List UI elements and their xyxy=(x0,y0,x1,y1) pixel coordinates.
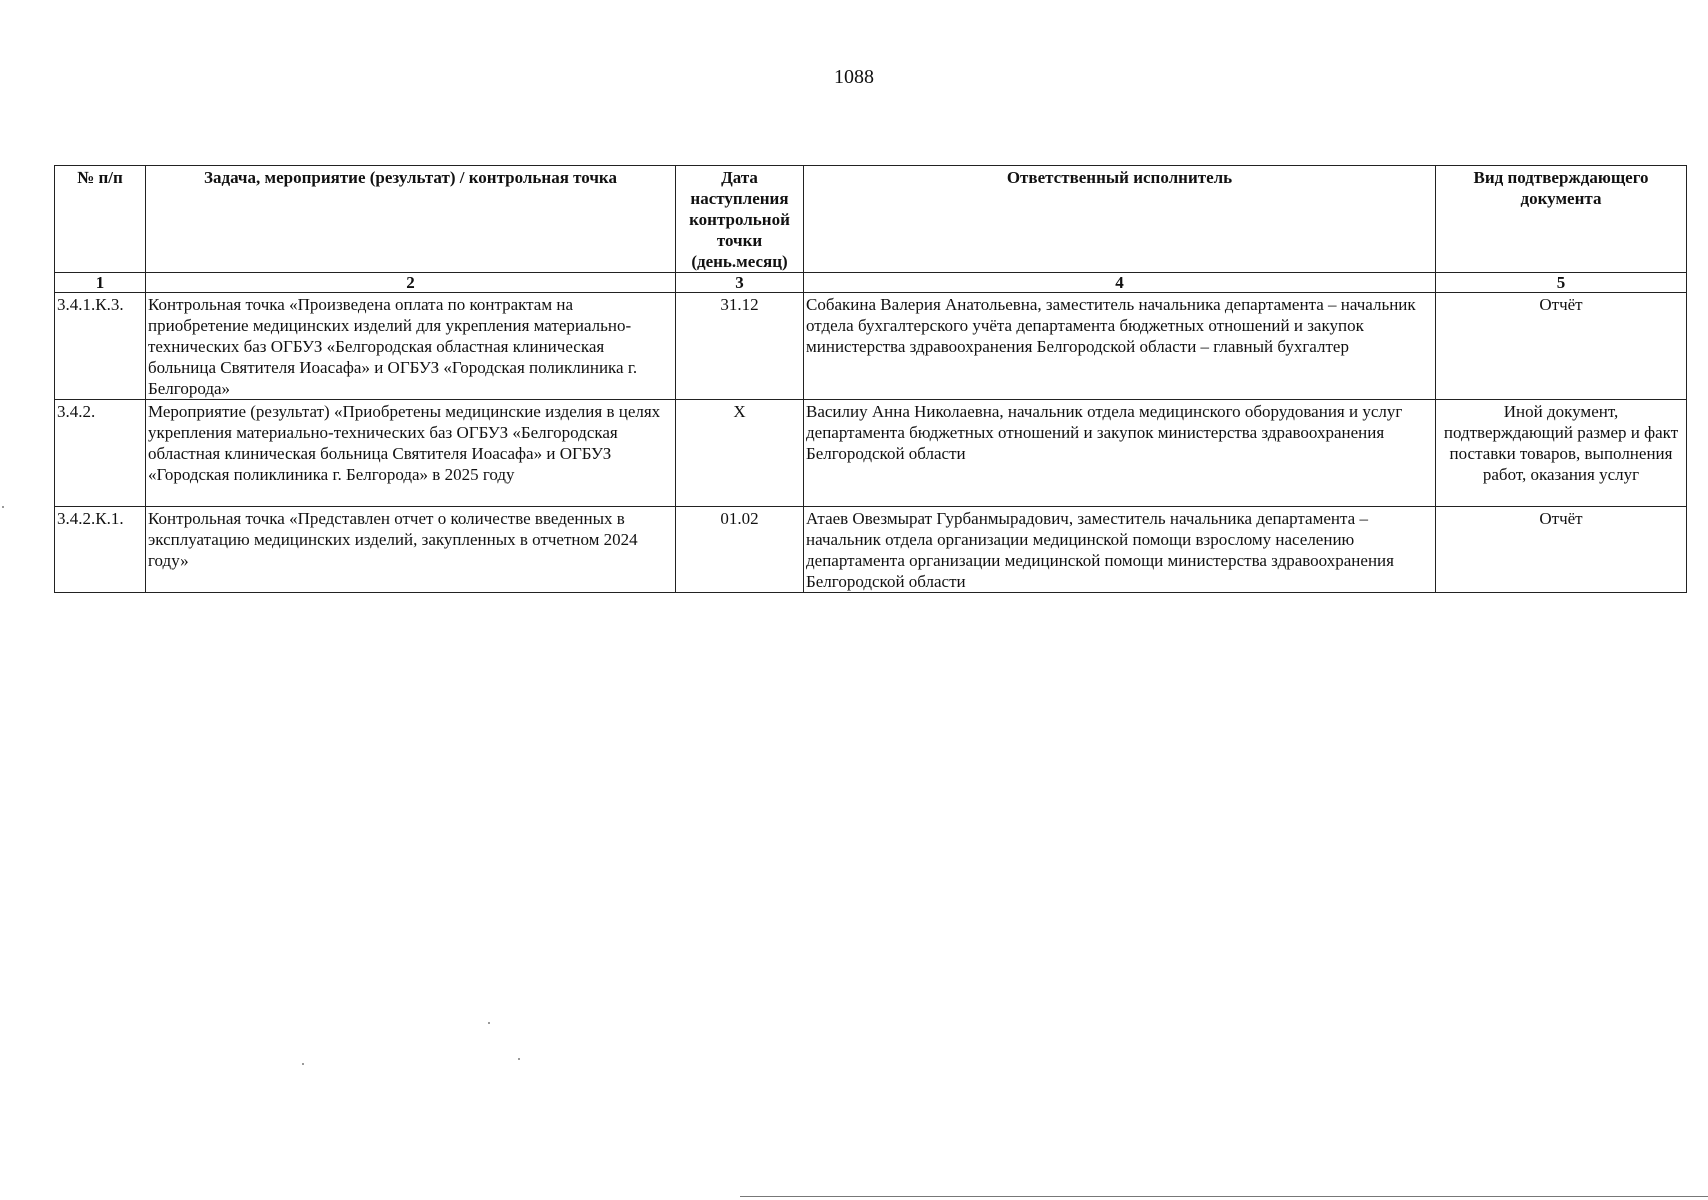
row-responsible: Василиу Анна Николаевна, начальник отдела медицинского оборудования и услуг департамента бюджетных отношений и закупок министерства здравоохранения Белгородской области xyxy=(804,400,1436,507)
scan-speck xyxy=(302,1063,304,1065)
row-number: 3.4.1.К.3. xyxy=(55,293,146,400)
row-responsible: Собакина Валерия Анатольевна, заместитель начальника департамента – начальник отдела бухгалтерского учёта департамента бюджетных отношений и закупок министерства здравоохранения Белгородской области – главный бухгалтер xyxy=(804,293,1436,400)
scan-speck xyxy=(488,1022,490,1024)
header-row xyxy=(55,166,1687,273)
column-number: 1 xyxy=(55,273,146,293)
row-task: Контрольная точка «Представлен отчет о количестве введенных в эксплуатацию медицинских изделий, закупленных в отчетном 2024 году» xyxy=(146,507,676,593)
row-number: 3.4.2.К.1. xyxy=(55,507,146,593)
row-date: 31.12 xyxy=(676,293,804,400)
column-number: 3 xyxy=(676,273,804,293)
row-document: Отчёт xyxy=(1436,507,1687,593)
table-row xyxy=(55,400,1687,507)
row-document: Иной документ, подтверждающий размер и факт поставки товаров, выполнения работ, оказания услуг xyxy=(1436,400,1687,507)
row-date: X xyxy=(676,400,804,507)
header-responsible: Ответственный исполнитель xyxy=(804,166,1436,273)
row-document: Отчёт xyxy=(1436,293,1687,400)
header-task: Задача, мероприятие (результат) / контрольная точка xyxy=(146,166,676,273)
table-row xyxy=(55,507,1687,593)
column-number-row xyxy=(55,273,1687,293)
row-task: Мероприятие (результат) «Приобретены медицинские изделия в целях укрепления материально-технических баз ОГБУЗ «Белгородская областная клиническая больница Святителя Иоасафа» и ОГБУЗ «Городская поликлиника г. Белгорода» в 2025 году xyxy=(146,400,676,507)
header-num: № п/п xyxy=(55,166,146,273)
page-bottom-edge xyxy=(740,1196,1708,1197)
row-responsible: Атаев Овезмырат Гурбанмырадович, заместитель начальника департамента – начальник отдела организации медицинской помощи взрослому населению департамента организации медицинской помощи министерства здравоохранения Белгородской области xyxy=(804,507,1436,593)
table-row xyxy=(55,293,1687,400)
column-number: 5 xyxy=(1436,273,1687,293)
row-date: 01.02 xyxy=(676,507,804,593)
scan-speck xyxy=(518,1058,520,1060)
column-number: 4 xyxy=(804,273,1436,293)
row-number: 3.4.2. xyxy=(55,400,146,507)
column-number: 2 xyxy=(146,273,676,293)
row-task: Контрольная точка «Произведена оплата по контрактам на приобретение медицинских изделий для укрепления материально-технических баз ОГБУЗ «Белгородская областная клиническая больница Святителя Иоасафа» и ОГБУЗ «Городская поликлиника г. Белгорода» xyxy=(146,293,676,400)
control-points-table xyxy=(54,165,1687,593)
header-document: Вид подтверждающего документа xyxy=(1436,166,1687,273)
page-number: 1088 xyxy=(834,66,874,88)
header-date: Дата наступления контрольной точки (день.месяц) xyxy=(676,166,804,273)
scan-speck xyxy=(2,506,4,508)
